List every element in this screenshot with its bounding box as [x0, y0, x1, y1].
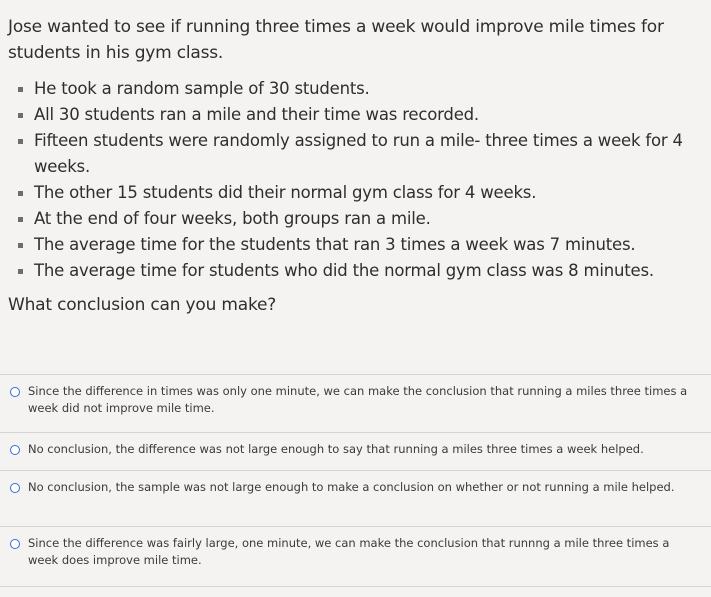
- fact-item: [8, 102, 698, 128]
- bullet-icon: [18, 113, 23, 118]
- option-label: No conclusion, the sample was not large enough to make a conclusion on whether or not running a mile helped.: [28, 480, 675, 494]
- option-label: Since the difference was fairly large, one minute, we can make the conclusion that runnng a mile three times a week does improve mile time.: [28, 536, 670, 567]
- fact-item: [8, 180, 698, 206]
- fact-text: Fifteen students were randomly assigned to run a mile- three times a week for 4 weeks.: [34, 131, 683, 176]
- bullet-icon: [18, 139, 23, 144]
- bullet-icon: [18, 191, 23, 196]
- radio-button[interactable]: [10, 387, 20, 397]
- fact-text: The other 15 students did their normal gym class for 4 weeks.: [34, 183, 537, 202]
- fact-text: He took a random sample of 30 students.: [34, 79, 370, 98]
- bullet-icon: [18, 217, 23, 222]
- answer-option-4[interactable]: [0, 526, 711, 586]
- question-prompt: What conclusion can you make?: [8, 295, 277, 315]
- answer-option-3[interactable]: [0, 470, 711, 526]
- fact-item: [8, 206, 698, 232]
- answer-option-1[interactable]: [0, 374, 711, 432]
- option-label: Since the difference in times was only one minute, we can make the conclusion that running a miles three times a week did not improve mile time.: [28, 384, 688, 415]
- answer-option-2[interactable]: [0, 432, 711, 470]
- bullet-icon: [18, 87, 23, 92]
- fact-item: [8, 232, 698, 258]
- fact-text: At the end of four weeks, both groups ran a mile.: [34, 209, 431, 228]
- facts-list: [8, 76, 698, 284]
- option-label: No conclusion, the difference was not large enough to say that running a miles three times a week helped.: [28, 442, 644, 456]
- fact-text: The average time for students who did the normal gym class was 8 minutes.: [34, 261, 654, 280]
- question-stem: [8, 14, 698, 318]
- fact-item: [8, 258, 698, 284]
- radio-button[interactable]: [10, 445, 20, 455]
- divider: [0, 586, 711, 587]
- radio-button[interactable]: [10, 539, 20, 549]
- answer-options: [0, 374, 711, 587]
- bullet-icon: [18, 243, 23, 248]
- radio-button[interactable]: [10, 483, 20, 493]
- bullet-icon: [18, 269, 23, 274]
- question-intro: Jose wanted to see if running three times a week would improve mile times for students in his gym class.: [8, 17, 664, 63]
- fact-item: [8, 128, 698, 180]
- fact-item: [8, 76, 698, 102]
- fact-text: All 30 students ran a mile and their time was recorded.: [34, 105, 479, 124]
- fact-text: The average time for the students that ran 3 times a week was 7 minutes.: [34, 235, 636, 254]
